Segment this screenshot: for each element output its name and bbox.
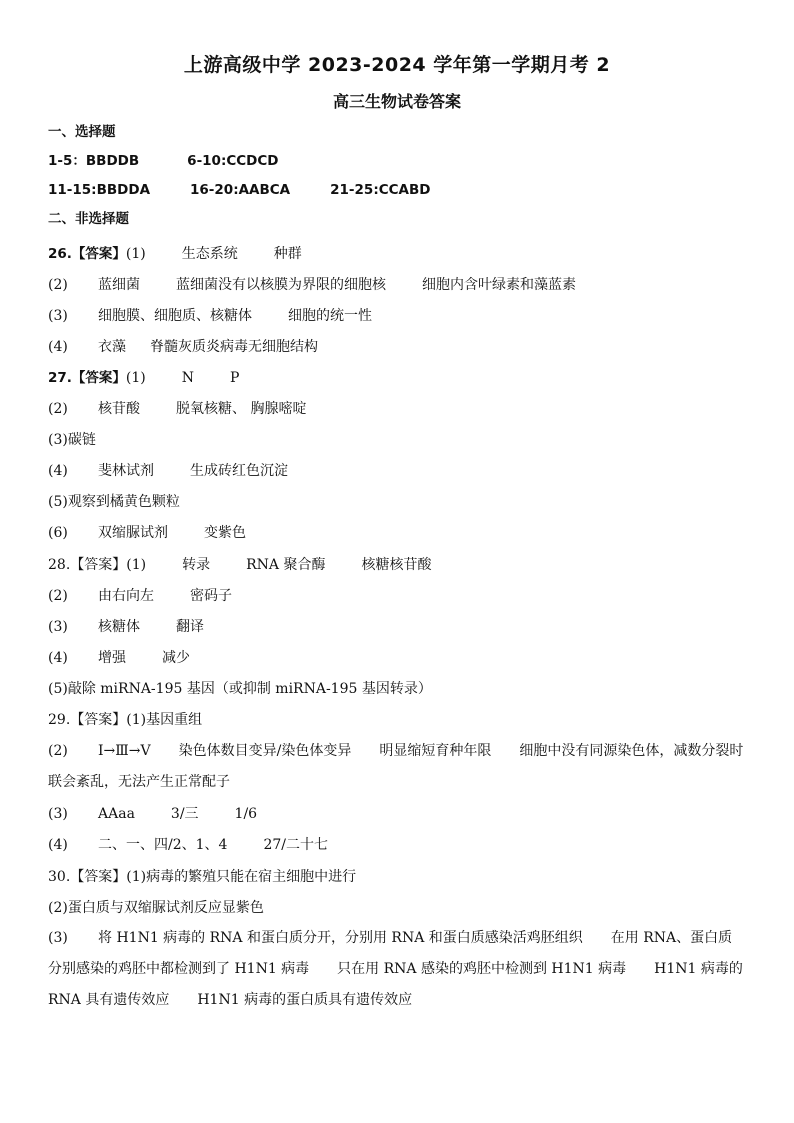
q29-line-4 [48,835,746,855]
q27-part-num: (1) [125,370,146,386]
q27-answer: N [181,370,195,386]
q27-part-num: (4) [48,463,68,479]
q29-line-3 [48,804,746,824]
q28-answer: 由右向左 [98,588,154,604]
q30-line-3 [48,923,746,1016]
q26-line-3 [48,306,746,326]
q28-answer: 增强 [98,650,126,666]
q28-answer: 转录 [182,557,211,573]
q26-answer: 脊髓灰质炎病毒无细胞结构 [150,339,318,355]
q28-part-num: (1) [126,557,147,573]
q28-answer: 核糖核苷酸 [361,557,432,573]
choice-range-21-25: 21-25:CCABD [330,182,431,198]
q30-part-num: (3) [48,930,68,946]
q29-label: 29.【答案】 [48,712,127,728]
q29-answer: (1)基因重组 [126,712,203,728]
q27-answer: 脱氧核糖、 胸腺嘧啶 [176,401,307,417]
q26-part-num: (4) [48,339,68,355]
q28-line-2 [48,586,746,606]
q27-answer: 斐林试剂 [98,463,154,479]
q30-answer: (1)病毒的繁殖只能在宿主细胞中进行 [126,869,357,885]
q27-line-6 [48,523,746,543]
q28-answer: 密码子 [190,588,232,604]
q26-answer: 细胞膜、细胞质、核糖体 [98,308,252,324]
q28-line-1 [48,555,746,575]
q29-line-1 [48,710,746,730]
q28-label: 28.【答案】 [48,557,127,573]
q26-part-num: (2) [48,277,68,293]
choice-range-11-15: 11-15:BBDDA [48,182,151,198]
q28-answer: 减少 [162,650,190,666]
q29-answer: 3/三 [170,806,199,822]
q28-part-num: (4) [48,650,68,666]
choice-range-1-5: 1-5：BBDDB [48,153,140,169]
q28-part-num: (3) [48,619,68,635]
q26-line-4 [48,337,746,357]
q26-line-1 [48,244,746,264]
q30-line-1 [48,867,746,887]
q26-answer: 种群 [273,246,302,262]
choice-answers-row-2 [48,180,746,200]
q28-answer: 核糖体 [98,619,140,635]
q29-answer: 二、一、四/2、1、4 [98,837,228,853]
q28-line-3 [48,617,746,637]
q28-part-num: (2) [48,588,68,604]
q30-line-2: (2)蛋白质与双缩脲试剂反应显紫色 [48,900,264,916]
q28-line-5: (5)敲除 miRNA-195 基因（或抑制 miRNA-195 基因转录） [48,681,432,697]
q26-answer: 蓝细菌没有以核膜为界限的细胞核 [176,277,386,293]
choice-range-6-10: 6-10:CCDCD [187,153,279,169]
q27-line-2 [48,399,746,419]
q27-line-5: (5)观察到橘黄色颗粒 [48,494,180,510]
q28-line-4 [48,648,746,668]
q27-answer: 双缩脲试剂 [98,525,168,541]
q26-answer: 生态系统 [181,246,238,262]
q29-line-2 [48,736,746,798]
choice-answers-row-1 [48,151,746,171]
q26-answer: 衣藻 [98,339,126,355]
q29-answer: 27/二十七 [263,837,328,853]
q27-label: 27.【答案】 [48,370,126,386]
section-heading-choice: 一、选择题 [48,124,116,140]
q29-part-num: (2) [48,743,68,759]
q26-line-2 [48,275,746,295]
section-heading-nonchoice: 二、非选择题 [48,211,129,227]
q29-answer: 1/6 [234,806,258,822]
q28-answer: 翻译 [176,619,204,635]
q26-part-num: (1) [125,246,146,262]
q27-line-4 [48,461,746,481]
document-subtitle: 高三生物试卷答案 [332,92,461,111]
q27-line-1 [48,368,746,388]
q26-answer: 细胞内含叶绿素和藻蓝素 [422,277,576,293]
document-title: 上游高级中学 2023-2024 学年第一学期月考 2 [183,54,611,76]
q27-answer: 核苷酸 [98,401,140,417]
q29-answer: Ⅰ→Ⅲ→Ⅴ 染色体数目变异/染色体变异 明显缩短育种年限 细胞中没有同源染色体，减数分裂时联会紊乱，无法产生正常配子 [48,743,744,790]
q27-answer: P [230,370,240,386]
q30-answer: 将 H1N1 病毒的 RNA 和蛋白质分开，分别用 RNA 和蛋白质感染活鸡胚组织 在用 RNA、蛋白质分别感染的鸡胚中都检测到了 H1N1 病毒 只在用 RNA 感染的鸡胚中检测到 H1N1 病毒 H1N1 病毒的 RNA 具有遗传效应 H1N1 病毒的蛋白质具有遗传效应 [48,930,743,1008]
q27-part-num: (2) [48,401,68,417]
q28-answer: RNA 聚合酶 [246,557,326,573]
q27-line-3: (3)碳链 [48,432,96,448]
q27-answer: 生成砖红色沉淀 [190,463,288,479]
q27-answer: 变紫色 [204,525,246,541]
q26-label: 26.【答案】 [48,246,126,262]
q26-answer: 细胞的统一性 [288,308,372,324]
q27-part-num: (6) [48,525,68,541]
q30-label: 30.【答案】 [48,869,127,885]
q29-part-num: (4) [48,837,68,853]
choice-range-16-20: 16-20:AABCA [190,182,291,198]
q29-answer: AAaa [98,806,135,822]
q29-part-num: (3) [48,806,68,822]
q26-part-num: (3) [48,308,68,324]
q26-answer: 蓝细菌 [98,277,140,293]
